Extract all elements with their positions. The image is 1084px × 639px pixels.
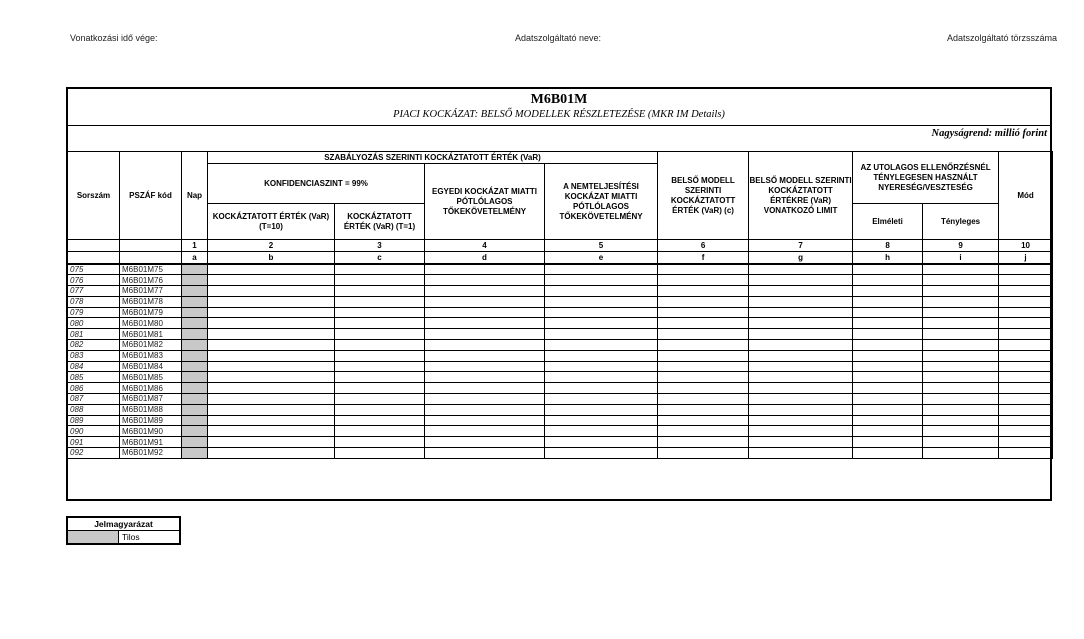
data-cell[interactable] [425,415,545,426]
prohibited-cell [182,394,208,405]
row-sequence: 086 [68,383,120,394]
prohibited-cell [182,383,208,394]
row-code: M6B01M75 [120,264,182,275]
data-cell[interactable] [545,372,658,383]
data-cell[interactable] [999,383,1053,394]
table-row [68,296,1053,307]
table-row [68,404,1053,415]
table-row [68,394,1053,405]
column-number: 8 [853,240,923,252]
data-cell[interactable] [208,415,335,426]
data-cell[interactable] [749,437,853,448]
column-letter: b [208,252,335,264]
data-cell[interactable] [923,361,999,372]
table-row [68,361,1053,372]
column-letter: c [335,252,425,264]
data-cell[interactable] [658,296,749,307]
data-cell[interactable] [335,275,425,286]
data-cell[interactable] [749,394,853,405]
data-cell[interactable] [658,275,749,286]
row-code: M6B01M87 [120,394,182,405]
prohibited-cell [182,448,208,459]
prohibited-cell [182,286,208,297]
data-cell[interactable] [335,448,425,459]
data-cell[interactable] [853,415,923,426]
data-cell[interactable] [335,264,425,275]
data-cell[interactable] [545,448,658,459]
data-cell[interactable] [335,296,425,307]
data-cell[interactable] [853,275,923,286]
prohibited-cell [182,275,208,286]
prohibited-cell [182,350,208,361]
data-cell[interactable] [658,318,749,329]
data-cell[interactable] [749,350,853,361]
data-cell[interactable] [853,264,923,275]
data-cell[interactable] [749,307,853,318]
column-number: 7 [749,240,853,252]
data-cell[interactable] [425,448,545,459]
data-cell[interactable] [545,394,658,405]
data-cell[interactable] [923,426,999,437]
report-table [67,151,1053,459]
data-cell[interactable] [853,437,923,448]
report-frame [66,87,1052,501]
row-sequence: 090 [68,426,120,437]
table-row [68,415,1053,426]
col-nemteljesitesi: A NEMTELJESÍTÉSI KOCKÁZAT MIATTI PÓTLÓLAGOS TŐKEKÖVETELMÉNY [545,164,658,240]
data-cell[interactable] [999,286,1053,297]
prohibited-cell [182,404,208,415]
row-code: M6B01M88 [120,404,182,415]
table-row [68,340,1053,351]
data-cell[interactable] [425,286,545,297]
data-cell[interactable] [853,307,923,318]
data-cell[interactable] [208,404,335,415]
data-cell[interactable] [999,372,1053,383]
data-cell[interactable] [999,264,1053,275]
table-row [68,275,1053,286]
data-cell[interactable] [208,383,335,394]
data-cell[interactable] [658,394,749,405]
data-cell[interactable] [923,350,999,361]
data-cell[interactable] [545,415,658,426]
data-cell[interactable] [335,286,425,297]
data-cell[interactable] [853,361,923,372]
data-cell[interactable] [545,329,658,340]
data-cell[interactable] [658,415,749,426]
data-cell[interactable] [658,372,749,383]
col-nap: Nap [182,152,208,240]
col-var-group: SZABÁLYOZÁS SZERINTI KOCKÁZTATOTT ÉRTÉK (VaR) [208,152,658,164]
data-cell[interactable] [208,329,335,340]
row-code: M6B01M91 [120,437,182,448]
column-number: 4 [425,240,545,252]
data-cell[interactable] [208,286,335,297]
data-cell[interactable] [749,275,853,286]
data-cell[interactable] [999,318,1053,329]
col-konfidencia: KONFIDENCIASZINT = 99% [208,164,425,204]
row-code: M6B01M89 [120,415,182,426]
data-cell[interactable] [853,404,923,415]
data-cell[interactable] [999,296,1053,307]
data-cell[interactable] [208,275,335,286]
row-code: M6B01M85 [120,372,182,383]
row-sequence: 089 [68,415,120,426]
data-cell[interactable] [658,404,749,415]
table-row [68,264,1053,275]
data-cell[interactable] [999,404,1053,415]
row-sequence: 075 [68,264,120,275]
col-belso-modell: BELSŐ MODELL SZERINTI KOCKÁZTATOTT ÉRTÉK (VaR) (c) [658,152,749,240]
data-cell[interactable] [545,275,658,286]
data-cell[interactable] [658,329,749,340]
row-sequence: 088 [68,404,120,415]
data-cell[interactable] [999,394,1053,405]
data-cell[interactable] [425,426,545,437]
col-limit: BELSŐ MODELL SZERINTI KOCKÁZTATOTT ÉRTÉKRE (VaR) VONATKOZÓ LIMIT [749,152,853,240]
prohibited-cell [182,264,208,275]
data-cell[interactable] [208,296,335,307]
data-cell[interactable] [335,350,425,361]
column-number-row [68,240,1053,252]
column-letter: j [999,252,1053,264]
data-cell[interactable] [749,340,853,351]
legend-item-tilos [68,531,179,543]
data-cell[interactable] [749,448,853,459]
col-egyedi: EGYEDI KOCKÁZAT MIATTI PÓTLÓLAGOS TŐKEKÖVETELMÉNY [425,164,545,240]
row-code: M6B01M82 [120,340,182,351]
unit-row [68,125,1050,152]
data-cell[interactable] [425,318,545,329]
col-tenyleges: Tényleges [923,204,999,240]
legend-label: Tilos [122,532,140,542]
data-cell[interactable] [545,383,658,394]
data-cell[interactable] [335,307,425,318]
data-cell[interactable] [923,437,999,448]
data-cell[interactable] [853,350,923,361]
prohibited-cell [182,437,208,448]
table-row [68,426,1053,437]
column-number: 2 [208,240,335,252]
data-cell[interactable] [999,307,1053,318]
row-code: M6B01M90 [120,426,182,437]
table-row [68,372,1053,383]
data-cell[interactable] [999,437,1053,448]
data-cell[interactable] [749,383,853,394]
data-cell[interactable] [425,307,545,318]
data-cell[interactable] [923,415,999,426]
data-cell[interactable] [658,340,749,351]
data-cell[interactable] [335,383,425,394]
data-cell[interactable] [425,275,545,286]
data-cell[interactable] [923,307,999,318]
data-cell[interactable] [923,448,999,459]
data-cell[interactable] [658,286,749,297]
data-cell[interactable] [853,448,923,459]
column-letter: d [425,252,545,264]
table-row [68,383,1053,394]
row-code: M6B01M76 [120,275,182,286]
data-cell[interactable] [425,340,545,351]
unit-label: Nagyságrend: millió forint [931,128,1047,139]
row-sequence: 087 [68,394,120,405]
data-cell[interactable] [335,426,425,437]
row-code: M6B01M92 [120,448,182,459]
data-cell[interactable] [749,426,853,437]
col-pszaf-kod: PSZÁF kód [120,152,182,240]
data-cell[interactable] [208,437,335,448]
data-cell[interactable] [749,296,853,307]
table-row [68,318,1053,329]
row-sequence: 078 [68,296,120,307]
data-cell[interactable] [545,264,658,275]
data-cell[interactable] [208,264,335,275]
row-code: M6B01M80 [120,318,182,329]
column-number: 10 [999,240,1053,252]
data-cell[interactable] [425,383,545,394]
table-row [68,437,1053,448]
table-row [68,307,1053,318]
data-cell[interactable] [545,296,658,307]
data-cell[interactable] [425,394,545,405]
data-cell[interactable] [545,350,658,361]
data-cell[interactable] [853,383,923,394]
data-cell[interactable] [208,448,335,459]
data-cell[interactable] [425,329,545,340]
row-sequence: 084 [68,361,120,372]
legend [66,516,181,545]
data-cell[interactable] [923,340,999,351]
data-cell[interactable] [999,361,1053,372]
data-cell[interactable] [999,415,1053,426]
legend-swatch [68,531,119,543]
column-number: 9 [923,240,999,252]
data-cell[interactable] [545,404,658,415]
data-cell[interactable] [335,394,425,405]
data-cell[interactable] [425,372,545,383]
row-code: M6B01M78 [120,296,182,307]
row-sequence: 079 [68,307,120,318]
row-sequence: 092 [68,448,120,459]
row-code: M6B01M83 [120,350,182,361]
prohibited-cell [182,340,208,351]
data-cell[interactable] [999,426,1053,437]
row-sequence: 080 [68,318,120,329]
data-cell[interactable] [335,329,425,340]
column-letter: g [749,252,853,264]
data-cell[interactable] [923,286,999,297]
provider-id-label: Adatszolgáltató törzsszáma [946,33,1057,43]
data-cell[interactable] [425,350,545,361]
data-cell[interactable] [749,264,853,275]
row-sequence: 077 [68,286,120,297]
data-cell[interactable] [208,350,335,361]
prohibited-cell [182,307,208,318]
data-cell[interactable] [853,426,923,437]
prohibited-cell [182,415,208,426]
row-code: M6B01M81 [120,329,182,340]
data-cell[interactable] [208,426,335,437]
row-sequence: 085 [68,372,120,383]
data-cell[interactable] [853,340,923,351]
data-cell[interactable] [335,361,425,372]
column-number: 6 [658,240,749,252]
data-cell[interactable] [658,264,749,275]
data-cell[interactable] [425,264,545,275]
data-cell[interactable] [853,372,923,383]
prohibited-cell [182,361,208,372]
data-cell[interactable] [208,318,335,329]
data-cell[interactable] [425,296,545,307]
column-letter-row [68,252,1053,264]
data-cell[interactable] [749,318,853,329]
data-cell[interactable] [208,307,335,318]
data-cell[interactable] [999,329,1053,340]
data-cell[interactable] [658,307,749,318]
legend-title: Jelmagyarázat [68,518,179,531]
data-cell[interactable] [923,296,999,307]
data-cell[interactable] [425,437,545,448]
data-cell[interactable] [853,394,923,405]
data-cell[interactable] [749,415,853,426]
column-letter: i [923,252,999,264]
data-cell[interactable] [853,329,923,340]
data-cell[interactable] [208,394,335,405]
column-number: 3 [335,240,425,252]
data-cell[interactable] [999,448,1053,459]
data-cell[interactable] [335,372,425,383]
data-cell[interactable] [545,340,658,351]
data-cell[interactable] [425,404,545,415]
data-cell[interactable] [923,394,999,405]
data-cell[interactable] [999,340,1053,351]
report-subtitle: PIACI KOCKÁZAT: BELSŐ MODELLEK RÉSZLETEZÉSE (MKR IM Details) [393,109,725,120]
data-cell[interactable] [335,437,425,448]
data-cell[interactable] [545,307,658,318]
data-cell[interactable] [208,361,335,372]
col-ellenorzes: AZ UTOLAGOS ELLENŐRZÉSNÉL TÉNYLEGESEN HASZNÁLT NYERESÉG/VESZTESÉG [853,152,999,204]
column-letter: e [545,252,658,264]
data-cell[interactable] [545,426,658,437]
reference-period-label: Vonatkozási idő vége: [70,33,158,43]
row-code: M6B01M77 [120,286,182,297]
data-cell[interactable] [335,404,425,415]
row-sequence: 082 [68,340,120,351]
data-cell[interactable] [999,350,1053,361]
prohibited-cell [182,426,208,437]
report-code: M6B01M [530,92,588,107]
data-cell[interactable] [658,361,749,372]
row-sequence: 091 [68,437,120,448]
row-code: M6B01M84 [120,361,182,372]
data-cell[interactable] [749,329,853,340]
row-code: M6B01M79 [120,307,182,318]
data-cell[interactable] [335,340,425,351]
data-cell[interactable] [545,286,658,297]
data-cell[interactable] [545,437,658,448]
data-cell[interactable] [335,415,425,426]
col-elmeleti: Elméleti [853,204,923,240]
data-cell[interactable] [545,318,658,329]
data-cell[interactable] [749,372,853,383]
data-cell[interactable] [923,264,999,275]
row-code: M6B01M86 [120,383,182,394]
data-cell[interactable] [923,275,999,286]
table-row [68,448,1053,459]
prohibited-cell [182,296,208,307]
data-cell[interactable] [853,318,923,329]
data-cell[interactable] [923,383,999,394]
data-cell[interactable] [923,372,999,383]
column-number: 5 [545,240,658,252]
col-var1: KOCKÁZTATOTT ÉRTÉK (VaR) (T=1) [335,204,425,240]
data-cell[interactable] [658,437,749,448]
provider-name-label: Adatszolgáltató neve: [515,33,602,43]
data-cell[interactable] [749,404,853,415]
row-sequence: 081 [68,329,120,340]
title-block [68,89,1050,126]
data-cell[interactable] [658,350,749,361]
data-cell[interactable] [749,286,853,297]
data-cell[interactable] [923,318,999,329]
data-cell[interactable] [853,296,923,307]
col-mod: Mód [999,152,1053,240]
data-cell[interactable] [208,372,335,383]
data-cell[interactable] [749,361,853,372]
data-cell[interactable] [335,318,425,329]
column-number: 1 [182,240,208,252]
column-letter: h [853,252,923,264]
data-cell[interactable] [658,383,749,394]
column-letter: f [658,252,749,264]
col-var10: KOCKÁZTATOTT ÉRTÉK (VaR) (T=10) [208,204,335,240]
data-cell[interactable] [208,340,335,351]
prohibited-cell [182,372,208,383]
col-sorszam: Sorszám [68,152,120,240]
table-row [68,350,1053,361]
data-cell[interactable] [658,426,749,437]
data-cell[interactable] [923,329,999,340]
row-sequence: 076 [68,275,120,286]
table-row [68,286,1053,297]
table-row [68,329,1053,340]
row-sequence: 083 [68,350,120,361]
data-cell[interactable] [545,361,658,372]
data-cell[interactable] [853,286,923,297]
prohibited-cell [182,318,208,329]
data-cell[interactable] [923,404,999,415]
data-cell[interactable] [425,361,545,372]
data-cell[interactable] [658,448,749,459]
column-letter: a [182,252,208,264]
data-cell[interactable] [999,275,1053,286]
prohibited-cell [182,329,208,340]
